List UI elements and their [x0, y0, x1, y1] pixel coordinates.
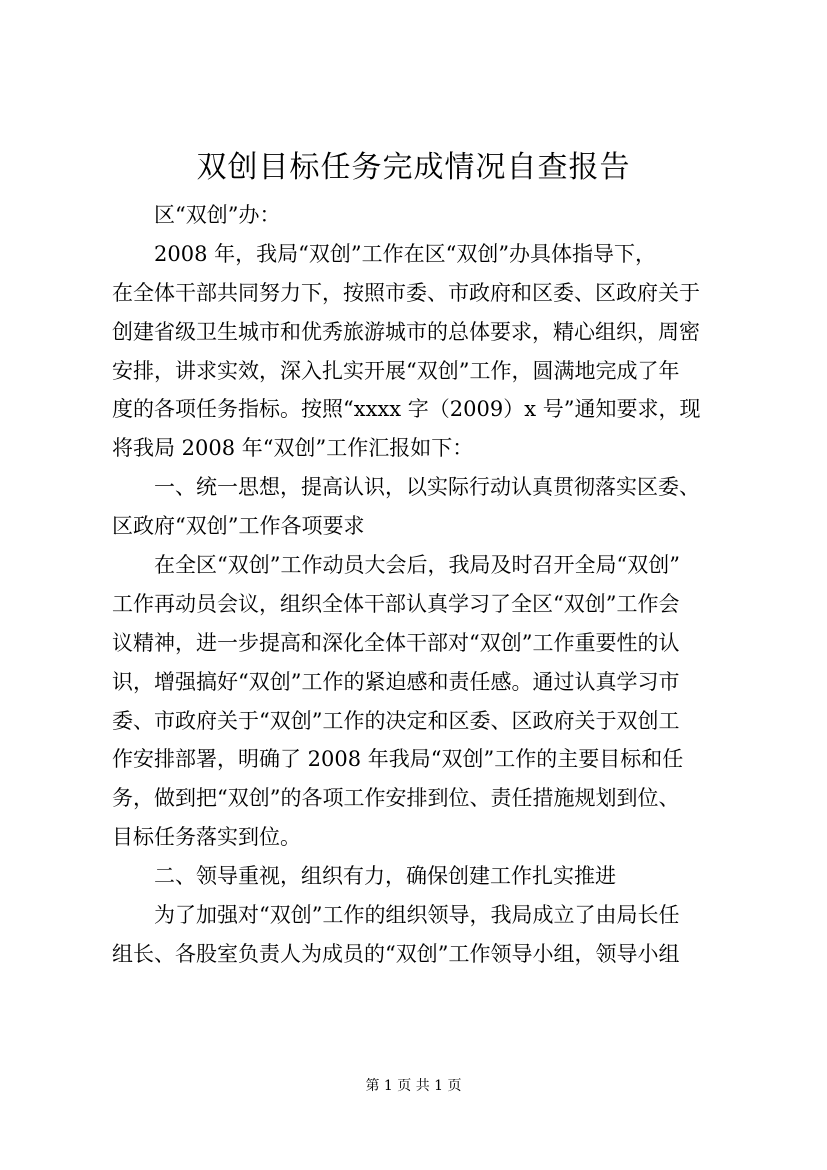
text-line: 区“双创”办：: [154, 203, 281, 227]
text-line: 为了加强对“双创”工作的组织领导，我局成立了由局长任: [154, 903, 680, 928]
text-line: 议精神，进一步提高和深化全体干部对“双创”工作重要性的认: [112, 630, 680, 655]
text-line: 区政府“双创”工作各项要求: [112, 514, 365, 539]
text-line: 安排，讲求实效，深入扎实开展“双创”工作，圆满地完成了年: [112, 358, 680, 383]
text-line: 组长、各股室负责人为成员的“双创”工作领导小组，领导小组: [112, 941, 680, 966]
text-line: 委、市政府关于“双创”工作的决定和区委、区政府关于双创工: [112, 708, 680, 733]
text-line: 识，增强搞好“双创”工作的紧迫感和责任感。通过认真学习市: [112, 669, 680, 694]
text-line: 作安排部署，明确了 2008 年我局“双创”工作的主要目标和任: [112, 747, 684, 772]
text-line: 一、统一思想，提高认识，以实际行动认真贯彻落实区委、: [154, 475, 700, 500]
text-line: 务，做到把“双创”的各项工作安排到位、责任措施规划到位、: [112, 786, 680, 811]
text-line: 将我局 2008 年“双创”工作汇报如下：: [112, 436, 474, 461]
document-body: [112, 196, 742, 974]
document-title: 双创目标任务完成情况自查报告: [196, 150, 631, 185]
text-line: 在全区“双创”工作动员大会后，我局及时召开全局“双创”: [154, 553, 680, 578]
text-line: 度的各项任务指标。按照“xxxx 字（2009）x 号”通知要求，现: [112, 397, 701, 422]
text-line: 2008 年，我局“双创”工作在区“双创”办具体指导下，: [154, 241, 657, 266]
text-line: 二、领导重视，组织有力，确保创建工作扎实推进: [154, 864, 616, 889]
text-line: 创建省级卫生城市和优秀旅游城市的总体要求，精心组织，周密: [112, 319, 700, 344]
text-line: 工作再动员会议，组织全体干部认真学习了全区“双创”工作会: [112, 591, 680, 616]
text-line: 在全体干部共同努力下，按照市委、市政府和区委、区政府关于: [112, 280, 700, 305]
text-line: 目标任务落实到位。: [112, 825, 301, 850]
page-footer: 第 1 页 共 1 页: [365, 1078, 462, 1094]
